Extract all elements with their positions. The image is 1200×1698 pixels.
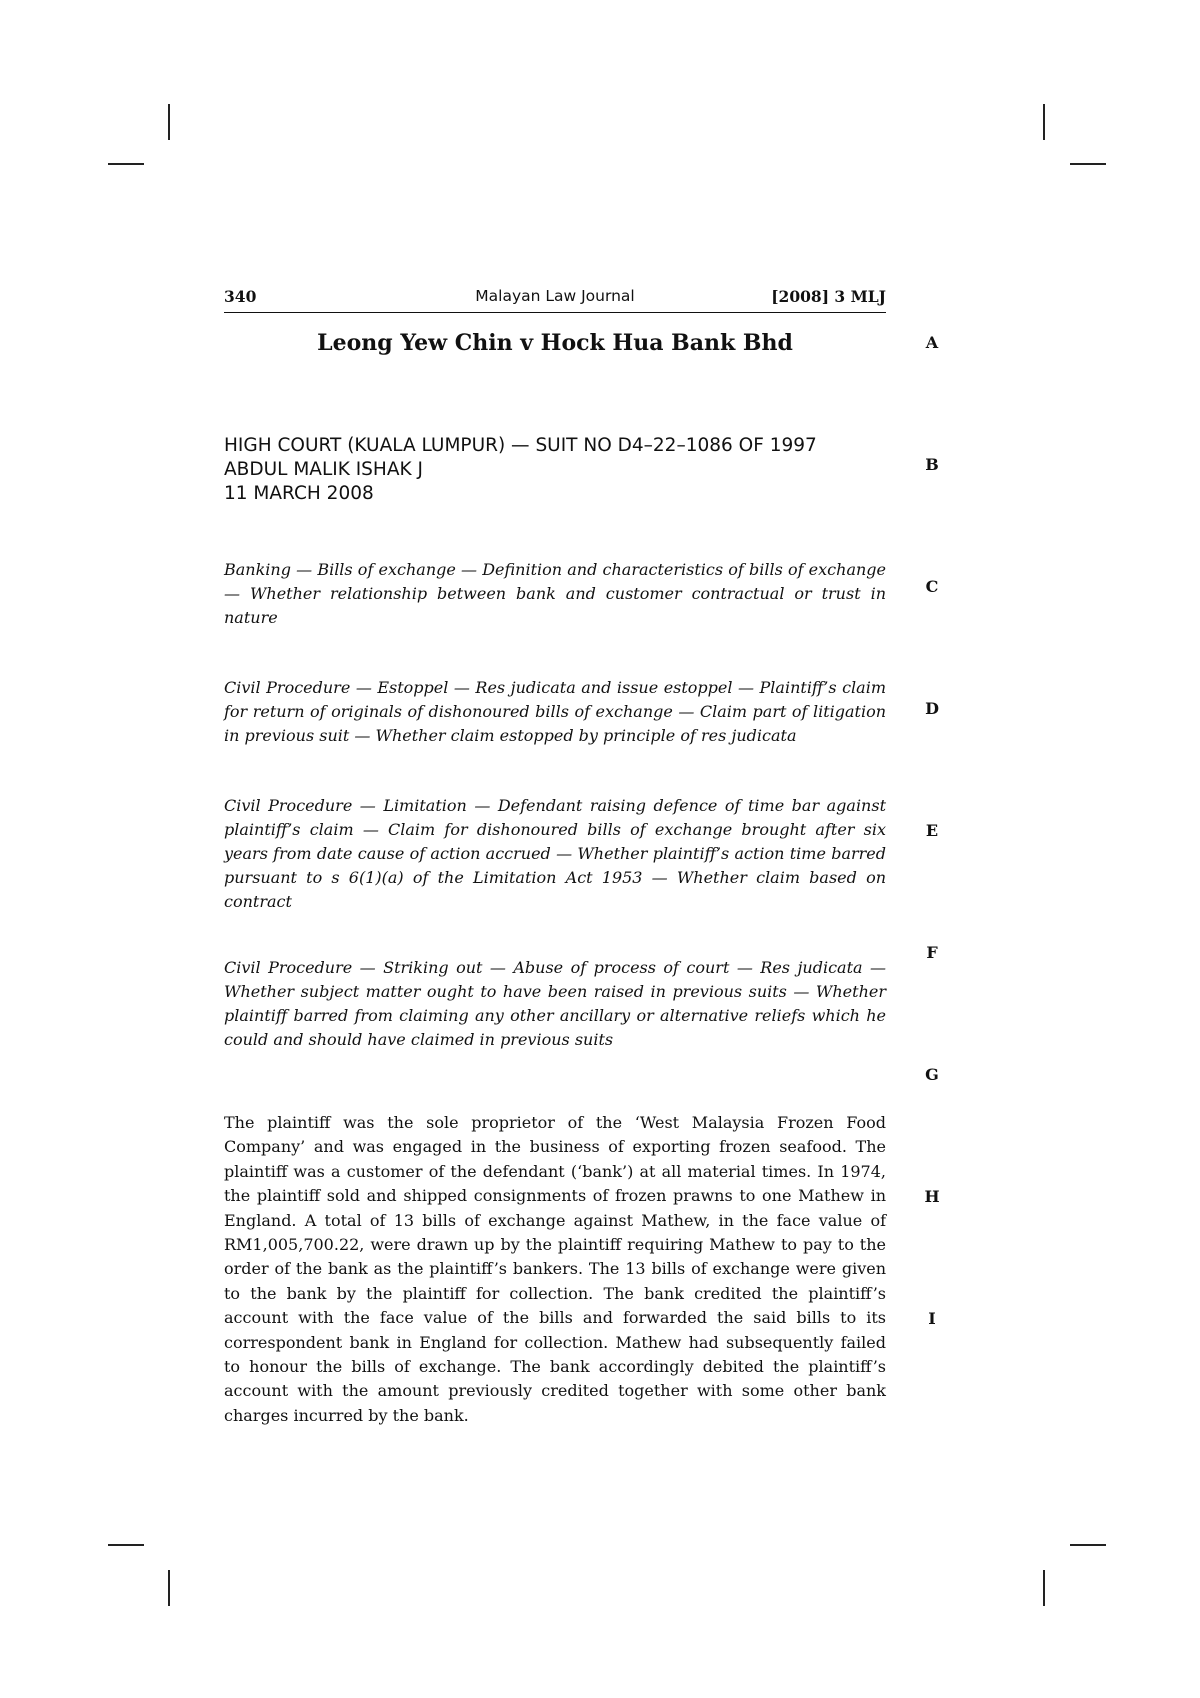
margin-letter-f: F [926, 943, 938, 962]
margin-letter-a: A [925, 333, 939, 352]
margin-letter-e: E [925, 821, 939, 840]
crop-mark-bottom-right-horizontal [1070, 1544, 1106, 1546]
crop-mark-bottom-right-vertical [1043, 1570, 1045, 1606]
crop-mark-top-right-vertical [1043, 104, 1045, 140]
catchword-estoppel: Civil Procedure — Estoppel — Res judicata and issue estoppel — Plaintiff’s claim for return of originals of dishonoured bills of exchange — Claim part of litigation in previous suit — Whether claim estopped by principle of res judicata [224, 678, 886, 745]
headnote-paragraph: The plaintiff was the sole proprietor of the ‘West Malaysia Frozen Food Company’ and was engaged in the business of exporting frozen seafood. The plaintiff was a customer of the defendant (‘bank’) at all material times. In 1974, the plaintiff sold and shipped consignments of frozen prawns to one Mathew in England. A total of 13 bills of exchange against Mathew, in the face value of RM1,005,700.22, were drawn up by the plaintiff requiring Mathew to pay to the order of the bank as the plaintiff’s bankers. The 13 bills of exchange were given to the bank by the plaintiff for collection. The bank credited the plaintiff’s account with the face value of the bills and forwarded the said bills to its correspondent bank in England for collection. Mathew had subsequently failed to honour the bills of exchange. The bank accordingly debited the plaintiff’s account with the amount previously credited together with some other bank charges incurred by the bank. [224, 1113, 886, 1425]
catchword-banking: Banking — Bills of exchange — Definition and characteristics of bills of exchange — Whether relationship between bank and customer contractual or trust in nature [224, 560, 886, 627]
crop-mark-bottom-left-horizontal [108, 1544, 144, 1546]
court-info [224, 434, 886, 506]
crop-mark-top-left-vertical [168, 104, 170, 140]
catchword-striking-out: Civil Procedure — Striking out — Abuse of process of court — Res judicata — Whether subject matter ought to have been raised in previous suits — Whether plaintiff barred from claiming any other ancillary or alternative reliefs which he could and should have claimed in previous suits [224, 958, 886, 1049]
catchword-limitation: Civil Procedure — Limitation — Defendant raising defence of time bar against plaintiff’s claim — Claim for dishonoured bills of exchange brought after six years from date cause of action accrued — Whether plaintiff’s action time barred pursuant to s 6(1)(a) of the Limitation Act 1953 — Whether claim based on contract [224, 796, 886, 911]
margin-letter-b: B [925, 455, 939, 474]
crop-mark-top-left-horizontal [108, 163, 144, 165]
margin-letter-c: C [925, 577, 939, 596]
report-citation: [2008] 3 MLJ [771, 287, 886, 306]
margin-letter-d: D [925, 699, 939, 718]
margin-letter-h: H [924, 1187, 940, 1206]
running-header [224, 284, 886, 313]
margin-letter-g: G [925, 1065, 939, 1084]
crop-mark-top-right-horizontal [1070, 163, 1106, 165]
journal-name: Malayan Law Journal [475, 287, 635, 305]
case-title: Leong Yew Chin v Hock Hua Bank Bhd [317, 330, 793, 356]
page-number: 340 [224, 287, 257, 306]
judgment-date: 11 MARCH 2008 [224, 483, 374, 504]
crop-mark-bottom-left-vertical [168, 1570, 170, 1606]
court-and-suit-number: HIGH COURT (KUALA LUMPUR) — SUIT NO D4–22–1086 OF 1997 [224, 435, 817, 456]
judge-name: ABDUL MALIK ISHAK J [224, 459, 423, 480]
margin-letter-i: I [928, 1309, 936, 1328]
